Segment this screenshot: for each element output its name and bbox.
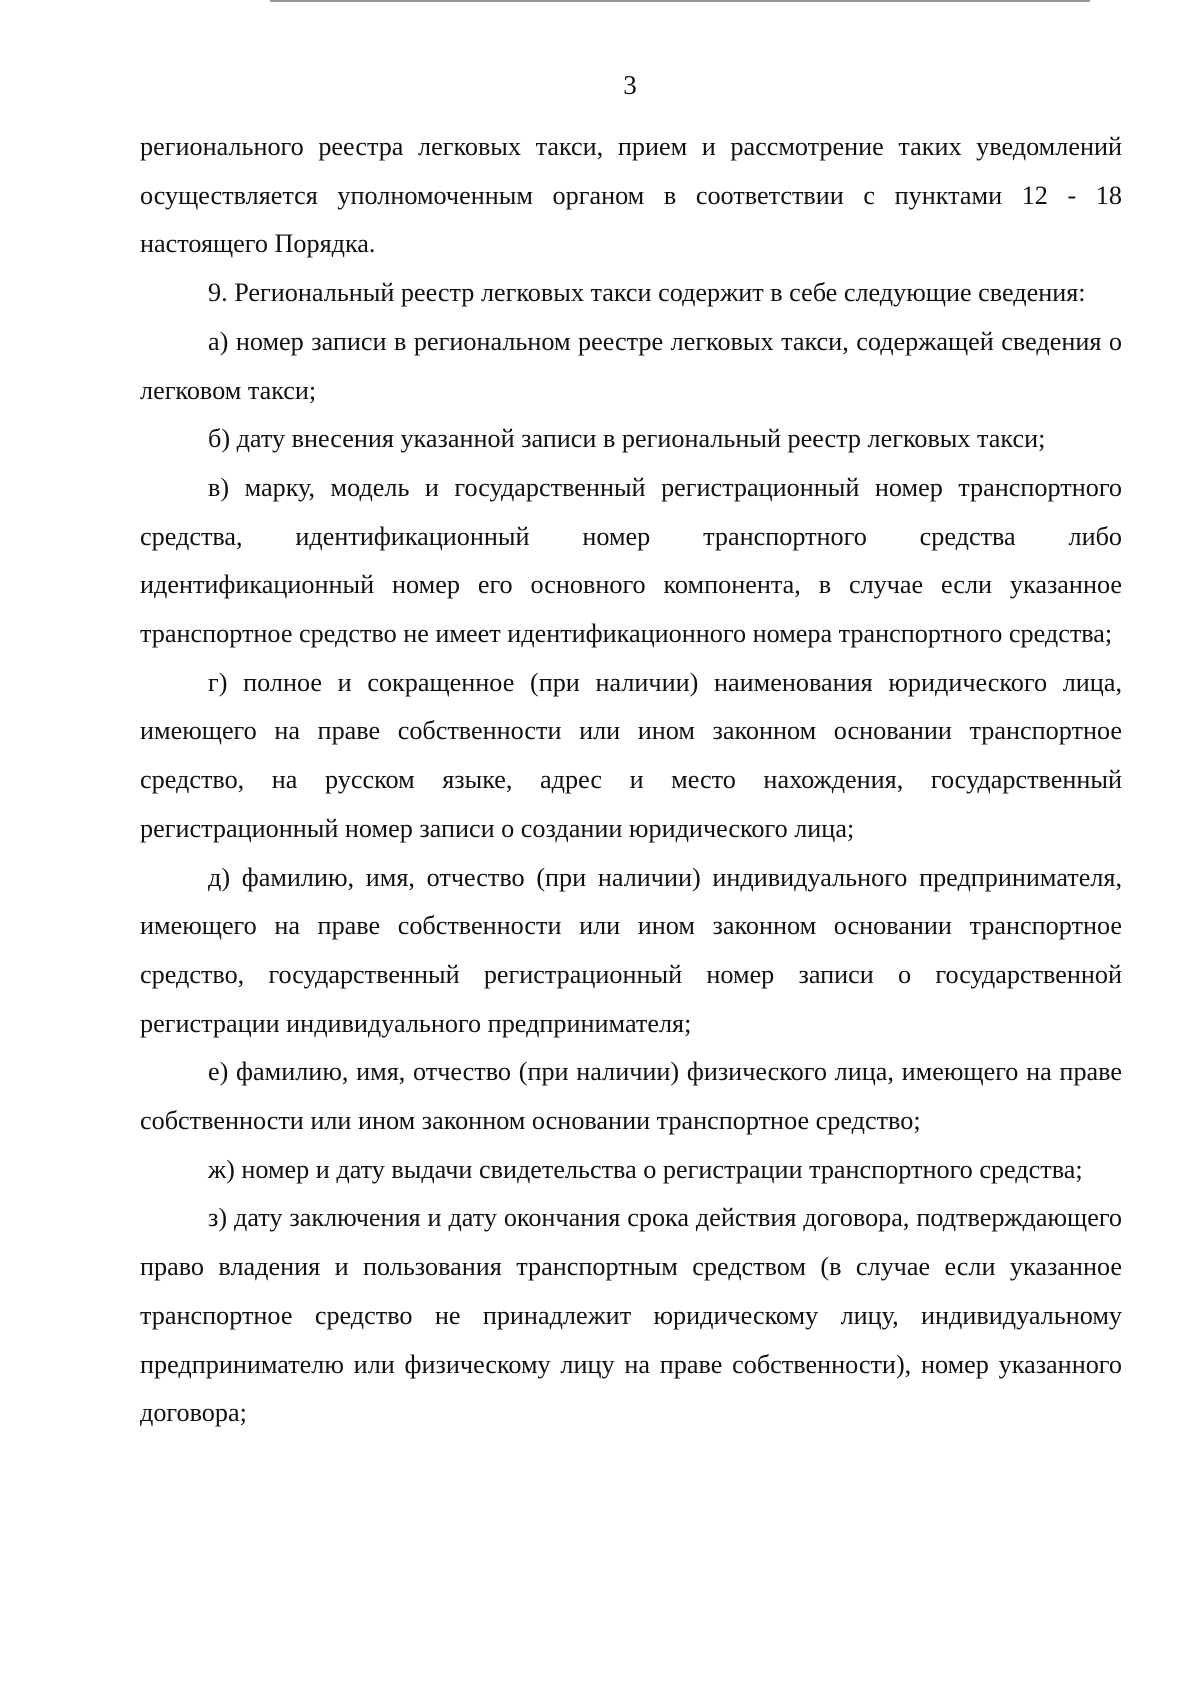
paragraph-subitem-z: з) дату заключения и дату окончания срока действия договора, подтверждающего право владения и пользования транспортным средством (в случае если указанное транспортное средство не принадлежит юридическому лицу, индивидуальному предпринимателю или физическому лицу на праве собственности), номер указанного договора; (140, 1203, 1122, 1428)
document-body (140, 123, 1122, 1438)
paragraph-subitem-a: а) номер записи в региональном реестре легковых такси, содержащей сведения о легковом такси; (140, 326, 1122, 405)
scan-top-edge (270, 0, 1090, 2)
paragraph-subitem-d: д) фамилию, имя, отчество (при наличии) индивидуального предпринимателя, имеющего на праве собственности или ином законном основании транспортное средство, государственный регистрационный номер записи о государственной регистрации индивидуального предпринимателя; (140, 862, 1122, 1038)
paragraph-subitem-v: в) марку, модель и государственный регистрационный номер транспортного средства, идентификационный номер транспортного средства либо идентификационный номер его основного компонента, в случае если указанное транспортное средство не имеет идентификационного номера транспортного средства; (140, 472, 1122, 649)
paragraph-subitem-g: г) полное и сокращенное (при наличии) наименования юридического лица, имеющего на праве собственности или ином законном основании транспортное средство, на русском языке, адрес и место нахождения, государственный регистрационный номер записи о создании юридического лица; (140, 667, 1122, 843)
paragraph-subitem-zh: ж) номер и дату выдачи свидетельства о регистрации транспортного средства; (208, 1154, 1083, 1184)
paragraph-subitem-e: е) фамилию, имя, отчество (при наличии) физического лица, имеющего на праве собственности или ином законном основании транспортное средство; (140, 1057, 1122, 1136)
paragraph-item-9: 9. Региональный реестр легковых такси содержит в себе следующие сведения: (208, 278, 1086, 308)
paragraph-continuation: регионального реестра легковых такси, прием и рассмотрение таких уведомлений осуществляется уполномоченным органом в соответствии с пунктами 12 - 18 настоящего Порядка. (140, 132, 1122, 259)
paragraph-subitem-b: б) дату внесения указанной записи в региональный реестр легковых такси; (208, 424, 1046, 454)
page-number: 3 (623, 70, 637, 100)
